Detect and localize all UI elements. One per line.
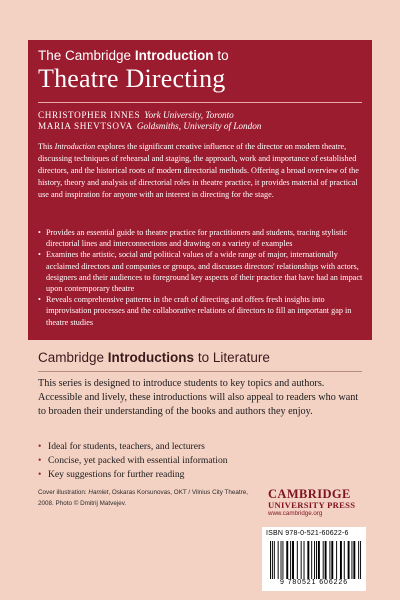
barcode-bar [360, 541, 361, 579]
author-2-name: MARIA SHEVTSOVA [38, 121, 133, 131]
barcode-bar [297, 541, 298, 579]
barcode-bar [358, 541, 359, 579]
credit-rest: , Oskaras Korsunovas, OKT / Vilnius City Theatre, 2008. Photo © Dmitrij Matvejev. [38, 489, 248, 507]
feature-item [38, 294, 364, 328]
barcode-bar [323, 541, 324, 579]
feature-text: Examines the artistic, social and political values of a wide range of major, internationally acclaimed directors and companies or groups, and discusses directors' relationships with actors, designers and their audiences to foreground key aspects of their practice that have had an impact upon contemporary theatre [46, 250, 363, 294]
barcode-bar [351, 541, 352, 579]
barcode-bar [314, 541, 315, 579]
author-1-affiliation: York University, Toronto [144, 110, 234, 120]
series-rule [38, 371, 362, 372]
feature-item [38, 227, 364, 249]
top-band [0, 0, 400, 40]
series-line-post: to [217, 48, 229, 63]
series-line-pre: The Cambridge [38, 48, 132, 63]
series-line [38, 48, 229, 63]
series-description: This series is designed to introduce students to key topics and authors. Accessible and lively, these introductions will also appeal to readers who want to broaden their understanding of the books and authors they enjoy. [38, 378, 359, 418]
publisher-url: www.cambridge.org [268, 510, 323, 517]
barcode-bar [316, 541, 317, 579]
credit-work: Hamlet [88, 489, 109, 496]
barcode-bar [348, 541, 350, 579]
series-title-post: to Literature [197, 350, 270, 365]
series-line-bold: Introduction [134, 48, 214, 63]
credit-label: Cover illustration: [38, 489, 87, 496]
barcode-bar [344, 541, 345, 579]
publisher-subtitle: UNIVERSITY PRESS [268, 500, 356, 510]
blurb-post: explores the significant creative influence of the director on modern theatre, discussing techniques of rehearsal and staging, the approach, work and importance of established directors, and the historical roots of modern directorial methods. Offering a broad overview of the history, theory and analysis of directorial roles in theatre practice, it provides material of practical use and inspiration for anyone with an interest in directing for the stage. [38, 142, 359, 199]
barcode-bar [329, 541, 330, 579]
feature-text: Reveals comprehensive patterns in the craft of directing and offers fresh insights into improvisation processes and the collaborative relations of directors to fill an important gap in theatre studies [46, 295, 352, 327]
barcode-bar [307, 541, 309, 579]
series-feature-item [38, 454, 358, 468]
series-feature-item [38, 468, 358, 482]
feature-list [38, 227, 364, 328]
series-feature-item [38, 440, 358, 454]
series-title-pre: Cambridge [38, 350, 105, 365]
barcode-bar [272, 541, 273, 579]
author-1-name: CHRISTOPHER INNES [38, 110, 141, 120]
barcode-bars [270, 541, 362, 579]
series-feature-text: Key suggestions for further reading [48, 469, 185, 480]
barcode-bar [311, 541, 312, 579]
bullet-icon: • [38, 469, 42, 480]
publisher-name: CAMBRIDGE [268, 487, 351, 501]
barcode-bar [274, 541, 275, 579]
book-title: Theatre Directing [38, 64, 226, 93]
author-1 [38, 110, 234, 120]
feature-text: Provides an essential guide to theatre practice for practitioners and students, tracing stylistic directorial lines and interconnections and drawing on a variety of examples [46, 228, 348, 249]
barcode-bar [281, 541, 282, 579]
title-rule [38, 102, 362, 103]
bullet-icon: • [38, 441, 42, 452]
author-2 [38, 121, 261, 131]
bullet-icon: • [38, 228, 41, 237]
barcode-bar [301, 541, 302, 579]
series-title-bold: Introductions [107, 350, 195, 365]
barcode [262, 527, 366, 591]
isbn-text: ISBN 978-0-521-60622-6 [266, 530, 349, 537]
barcode-bar [292, 541, 294, 579]
barcode-bar [325, 541, 327, 579]
cover-credit [38, 488, 248, 509]
barcode-bar [331, 541, 333, 579]
barcode-bar [340, 541, 342, 579]
barcode-bar [318, 541, 320, 579]
bullet-icon: • [38, 295, 41, 305]
bullet-icon: • [38, 455, 42, 466]
barcode-bar [282, 541, 283, 579]
series-title [38, 350, 270, 365]
barcode-bar [286, 541, 288, 579]
barcode-number: 9 780521 606226 [280, 579, 348, 586]
bullet-icon: • [38, 250, 41, 260]
series-feature-text: Concise, yet packed with essential information [48, 455, 228, 466]
series-feature-text: Ideal for students, teachers, and lecturers [48, 441, 205, 452]
blurb [38, 141, 364, 201]
blurb-italic: Introduction [54, 142, 96, 151]
barcode-bar [278, 541, 279, 579]
feature-item [38, 249, 364, 294]
publisher-logo [268, 488, 368, 517]
barcode-bar [353, 541, 355, 579]
barcode-bar [304, 541, 305, 579]
author-2-affiliation: Goldsmiths, University of London [136, 121, 262, 131]
barcode-bar [336, 541, 337, 579]
series-feature-list [38, 440, 358, 482]
blurb-pre: This [38, 142, 53, 151]
barcode-bar [290, 541, 291, 579]
barcode-bar [270, 541, 271, 579]
